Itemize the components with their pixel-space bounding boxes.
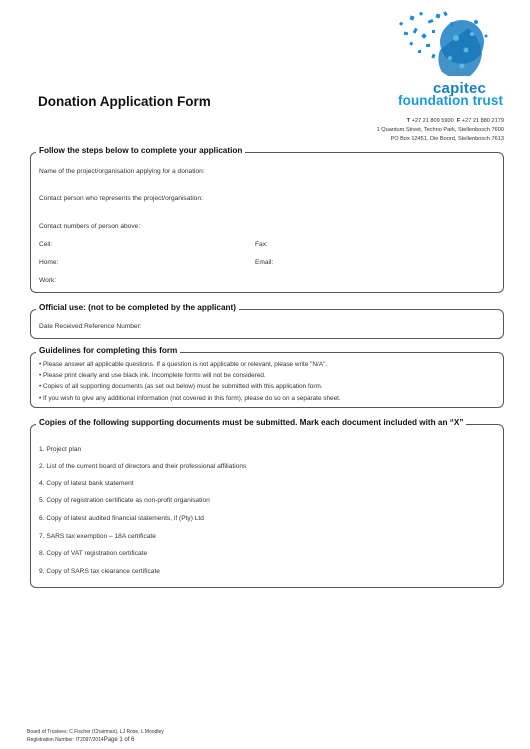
guidelines-section	[30, 346, 504, 408]
footer	[27, 729, 164, 744]
document-item[interactable]: 5. Copy of registration certificate as non-profit organisation	[39, 497, 210, 504]
page-number: Page 1 of 6	[103, 736, 135, 743]
supporting-documents-section	[30, 418, 504, 588]
section-title: Copies of the following supporting documents must be submitted. Mark each document included with an “X”	[36, 418, 466, 427]
email-field[interactable]: Email:	[255, 259, 274, 266]
section-title: Follow the steps below to complete your application	[36, 146, 245, 155]
home-field[interactable]: Home:	[39, 259, 59, 266]
contact-person-field[interactable]: Contact person who represents the project/organisation:	[39, 195, 203, 202]
fax-label: F	[456, 118, 461, 124]
footer-trustees: Board of Trustees: C Fischer (Chairman), LJ Rose, L Moodley	[27, 729, 164, 735]
footer-registration-line	[27, 737, 164, 745]
contact-numbers-label: Contact numbers of person above:	[39, 223, 141, 230]
work-field[interactable]: Work:	[39, 277, 57, 284]
document-item[interactable]: 6. Copy of latest audited financial statements, if (Pty) Ltd	[39, 515, 204, 522]
footer-registration: Registration Number: IT2097/2014	[27, 736, 104, 743]
official-use-section	[30, 303, 504, 339]
guideline-item: • Please answer all applicable questions. If a question is not applicable or relevant, please write "N/A".	[39, 361, 328, 368]
date-reference-field[interactable]: Date Received:Reference Number:	[39, 323, 142, 330]
cell-field[interactable]: Cell:	[39, 241, 53, 248]
logo-capitec: capitec	[433, 80, 487, 97]
section-title: Official use: (not to be completed by the applicant)	[36, 303, 239, 312]
document-item[interactable]: 7. SARS tax exemption – 18A certificate	[39, 533, 156, 540]
phone-label: T	[406, 118, 411, 124]
document-item[interactable]: 4. Copy of latest bank statement	[39, 480, 134, 487]
applicant-details-section	[30, 146, 504, 293]
document-item[interactable]: 8. Copy of VAT registration certificate	[39, 550, 148, 557]
section-title: Guidelines for completing this form	[36, 346, 180, 355]
guideline-item: • Please print clearly and use black ink. Incomplete forms will not be considered.	[39, 372, 266, 379]
logo-foundation-trust: foundation trust	[398, 93, 504, 108]
fax-value: +27 21 880 2179	[461, 118, 504, 124]
contact-block	[377, 117, 504, 144]
document-item[interactable]: 1. Project plan	[39, 446, 82, 453]
document-item[interactable]: 2. List of the current board of directors and their professional affiliations	[39, 463, 247, 470]
address-line-1: 1 Quantum Street, Techno Park, Stellenbosch 7600	[376, 127, 504, 133]
guideline-item: • If you wish to give any additional information (not covered in this form), please do so on a separate sheet.	[39, 395, 341, 402]
page-title: Donation Application Form	[38, 94, 211, 109]
org-name-field[interactable]: Name of the project/organisation applying for a donation:	[39, 168, 205, 175]
guideline-item: • Copies of all supporting documents (as set out below) must be submitted with this application form.	[39, 383, 323, 390]
address-line-2: PO Box 12451, Die Boord, Stellenbosch 7613	[390, 136, 504, 142]
phone-fax-line	[377, 117, 504, 126]
document-item[interactable]: 9. Copy of SARS tax clearance certificate	[39, 568, 160, 575]
fax-field[interactable]: Fax:	[255, 241, 268, 248]
phone-value: +27 21 809 5900	[411, 118, 454, 124]
